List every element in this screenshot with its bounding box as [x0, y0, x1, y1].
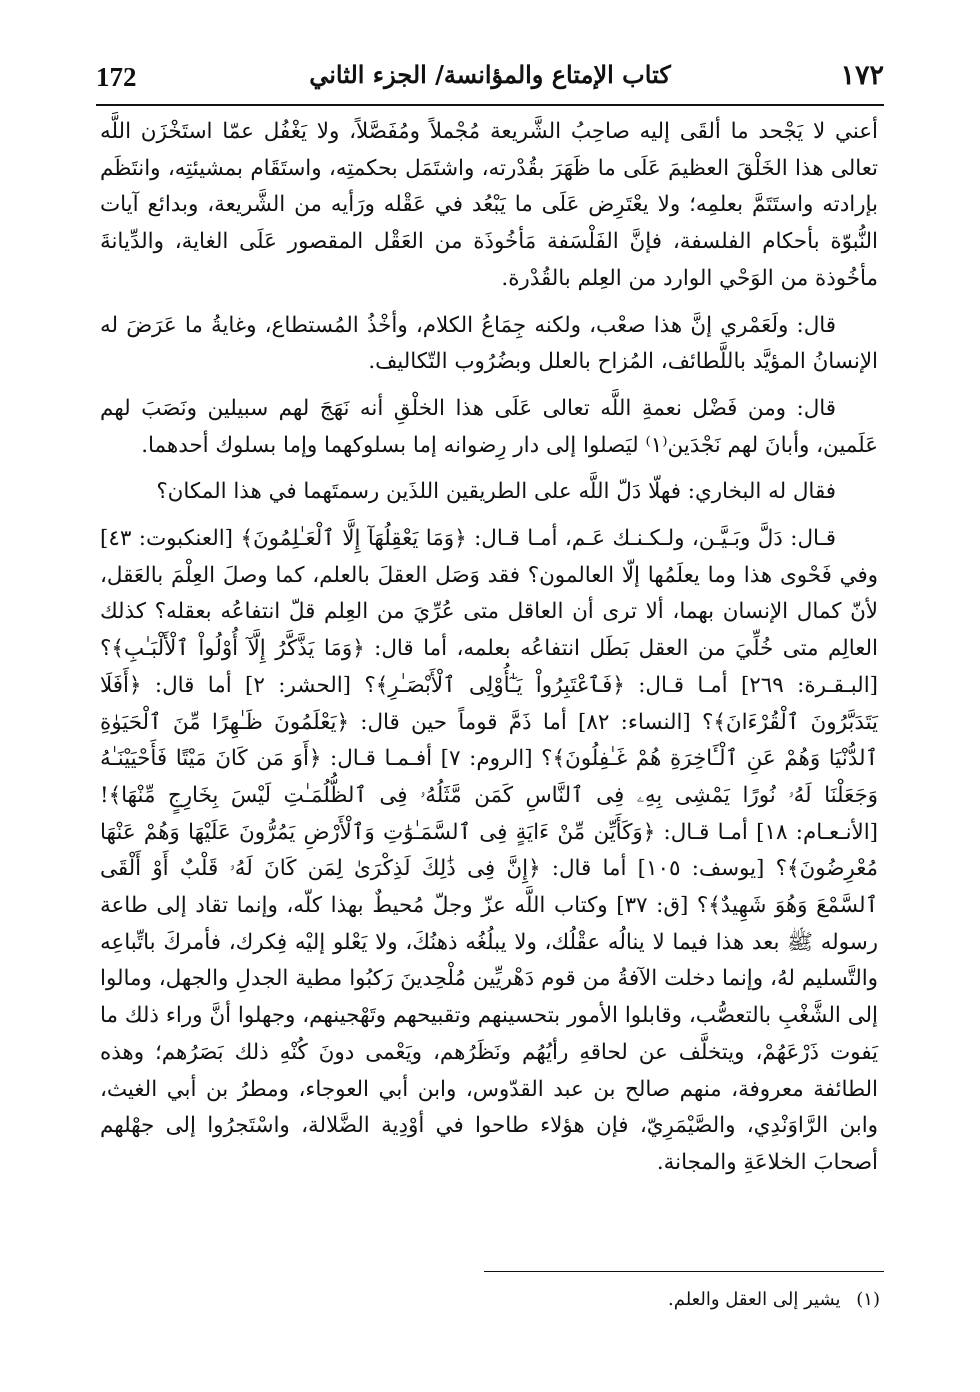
footnote-marker: (١) [856, 1289, 880, 1310]
page-number-latin: 172 [96, 62, 137, 92]
paragraph: فقال له البخاري: فهلّا دَلّ اللَّه على الطريقين اللذَين رسمتَهما في هذا المكان؟ [156, 479, 836, 505]
page-header [96, 56, 884, 106]
footnote-text: يشير إلى العقل والعلم. [668, 1289, 841, 1310]
page-number-arabic: ١٧٢ [840, 60, 884, 91]
footnote [100, 1286, 880, 1314]
paragraph: قال: ومن فَضْل نعمةِ اللَّه تعالى عَلَى هذا الخلْقِ أنه نَهَجَ لهم سبيلين ونَصَبَ لهم عَلَمين، وأبانَ لهم نَجْدَين⁽١⁾ ليَصلوا إلى دار رِضوانه إما بسلوكهما وإما بسلوك أحدهما. [100, 395, 878, 458]
running-title: كتاب الإمتاع والمؤانسة/ الجزء الثاني [309, 60, 671, 89]
paragraph: قـال: دَلَّ وبَـيَّـن، ولـكـنـك عَـم، أمـا قـال: ﴿وَمَا يَعْقِلُهَآ إِلَّا ٱلْعَـٰلِمُونَ﴾ [العنكبوت: ٤٣] وفي فَحْوى هذا وما يعلَمُها إلّا العالمون؟ فقد وَصَل العقلَ بالعلم، كما وصلَ العِلْمَ بالعَقل، لأنّ كمال الإنسان بهما، ألا ترى أن العاقل متى عُرِّيَ من العِلم قلّ انتفاعُه بعقله؟ كذلك العالِم متى خُلِّيَ من العقل بَطَل انتفاعُه بعلمه، أما قال: ﴿وَمَا يَذَّكَّرُ إِلَّآ أُوْلُواْ ٱلْأَلْبَـٰبِ﴾؟ [البـقـرة: ٢٦٩] أمـا قـال: ﴿فَٱعْتَبِرُواْ يَـٰٓأُوْلِى ٱلْأَبْصَـٰرِ﴾؟ [الحشر: ٢] أما قال: ﴿أَفَلَا يَتَدَبَّرُونَ ٱلْقُرْءَانَ﴾؟ [النساء: ٨٢] أما ذَمَّ قوماً حين قال: ﴿يَعْلَمُونَ ظَـٰهِرًا مِّنَ ٱلْحَيَوٰةِ ٱلدُّنْيَا وَهُمْ عَنِ ٱلْـَٔاخِرَةِ هُمْ غَـٰفِلُونَ﴾؟ [الروم: ٧] أفـمـا قـال: ﴿أَوَ مَن كَانَ مَيْتًا فَأَحْيَيْنَـٰهُ وَجَعَلْنَا لَهُۥ نُورًا يَمْشِى بِهِۦ فِى ٱلنَّاسِ كَمَن مَّثَلُهُۥ فِى ٱلظُّلُمَـٰتِ لَيْسَ بِخَارِجٍ مِّنْهَا﴾! [الأنـعـام: ١٨] أمـا قـال: ﴿وَكَأَيِّن مِّنْ ءَايَةٍ فِى ٱلسَّمَـٰوَٰتِ وَٱلْأَرْضِ يَمُرُّونَ عَلَيْهَا وَهُمْ عَنْهَا مُعْرِضُونَ﴾؟ [يوسف: ١٠٥] أما قال: ﴿إِنَّ فِى ذَٰلِكَ لَذِكْرَىٰ لِمَن كَانَ لَهُۥ قَلْبٌ أَوْ أَلْقَى ٱلسَّمْعَ وَهُوَ شَهِيدٌ﴾؟ [ق: ٣٧] وكتاب اللَّه عزّ وجلّ مُحيطٌ بهذا كلّه، وإنما تقاد إلى طاعة رسوله ﷺ بعد هذا فيما لا ينالُه عقْلُك، ولا يبلُغُه ذهنُكَ، ولا يَعْلو إليْه فِكرك، فأمركَ باتِّباعِه والتَّسليم لهُ، وإنما دخلت الآفةُ من قوم دَهْريِّين مُلْحِدينَ رَكبُوا مطية الجدلِ والجهل، ومالوا إلى الشَّغْبِ بالتعصُّب، وقابلوا الأمور بتحسينهم وتقبيحهم وتَهْجينهم، وجهلوا أنَّ وراء ذلك ما يَفوت ذَرْعَهُمْ، ويتخلَّف عن لحاقهِ رأيُهُم ونَظَرُهم، ويَعْمى دونَ كُنْهِ ذلك بَصَرُهم؛ وهذه الطائفة معروفة، منهم صالح بن عبد القدّوس، وابن أبي العوجاء، ومطرُ بن أبي الغيث، وابن الرَّاوَنْدِي، والصَّيْمَرِيّ، فإن هؤلاء طاحوا في أوْدِية الضَّلالة، واسْتَجرُوا إلى جهْلهم أصحابَ الخلاعَةِ والمجانة. [100, 526, 879, 1175]
body-text [100, 114, 878, 1192]
paragraph: أعني لا يَجْحد ما ألقَى إليه صاحِبُ الشَّريعة مُجْملاً ومُفَصَّلاً، ولا يَغْفُل عمّا استَخْزَن اللَّه تعالى هذا الخَلْقَ العظيمَ عَلَى ما ظَهَرَ بقُدْرته، واشتَمَل بحكمتِه، واستَقَام بمشيئتِه، وانتَظَم بإرادته واستَتَمَّ بعلمِه؛ ولا يعْتَرِض عَلَى ما يَبْعُد في عَقْله ورَأيه من الشَّريعة، وبدائع آيات النُّبوّة بأحكام الفلسفة، فإنَّ الفَلْسَفة مَأخُوذَة من العَقْل المقصور عَلَى الغاية، والدِّيانةَ مأخُوذة من الوَحْي الوارد من العِلم بالقُدْرة. [100, 119, 878, 291]
paragraph: قال: ولَعَمْري إنَّ هذا صعْب، ولكنه جِمَاعُ الكلام، وأخْذُ المُستطاع، وغايةُ ما عَرَضَ له الإنسانُ المؤيَّد باللَّطائف، المُزاح بالعلل وبضُرُوب التّكاليف. [100, 312, 878, 375]
footnote-divider [484, 1271, 884, 1272]
